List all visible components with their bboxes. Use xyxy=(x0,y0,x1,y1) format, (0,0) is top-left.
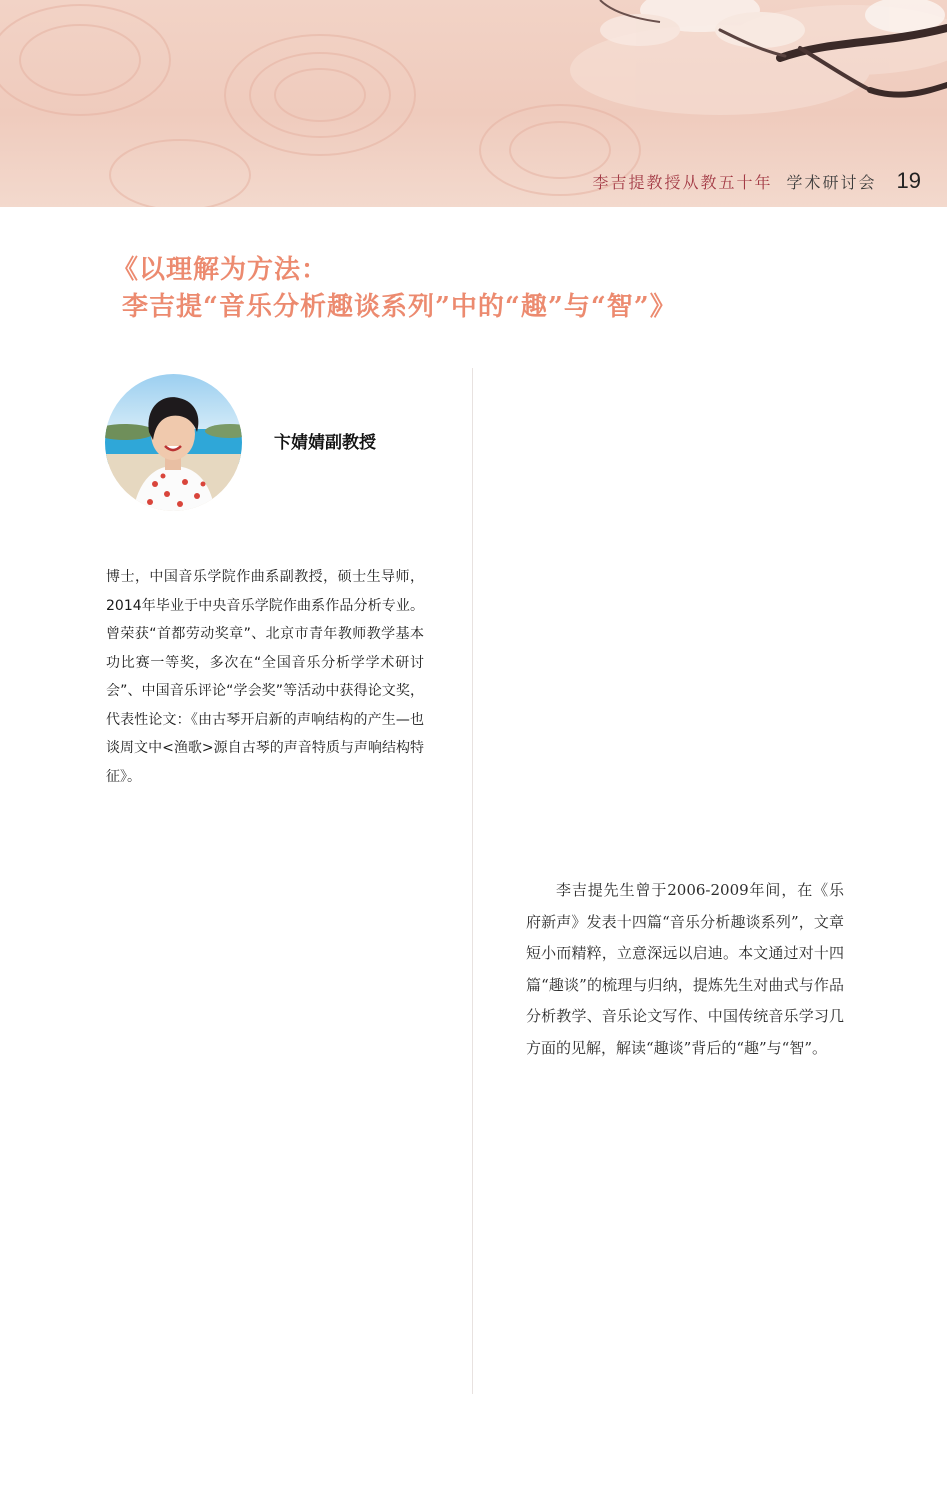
author-photo xyxy=(105,374,242,511)
header-banner xyxy=(0,0,947,207)
author-bio: 博士，中国音乐学院作曲系副教授，硕士生导师，2014年毕业于中央音乐学院作曲系作品分析专业。曾荣获“首都劳动奖章”、北京市青年教师教学基本功比赛一等奖，多次在“全国音乐分析学学术研讨会”、中国音乐评论“学会奖”等活动中获得论文奖，代表性论文：《由古琴开启新的声响结构的产生—也谈周文中<渔歌>源自古琴的声音特质与声响结构特征》。 xyxy=(106,569,424,785)
conference-title: 李吉提教授从教五十年 xyxy=(592,173,773,192)
conference-subtitle: 学术研讨会 xyxy=(786,173,877,192)
portrait-photo-icon xyxy=(105,374,242,511)
article-title-line2: 李吉提“音乐分析趣谈系列”中的“趣”与“智”》 xyxy=(122,292,677,322)
running-header xyxy=(592,168,921,194)
article-title xyxy=(112,252,677,326)
article-abstract: 李吉提先生曾于2006-2009年间，在《乐府新声》发表十四篇“音乐分析趣谈系列”，文章短小而精粹，立意深远以启迪。本文通过对十四篇“趣谈”的梳理与归纳，提炼先生对曲式与作品分析教学、音乐论文写作、中国传统音乐学习几方面的见解，解读“趣谈”背后的“趣”与“智”。 xyxy=(526,881,844,1057)
author-name: 卞婧婧副教授 xyxy=(274,433,376,453)
article-title-line1: 《以理解为方法： xyxy=(112,255,329,285)
page-number: 19 xyxy=(896,168,921,193)
column-divider xyxy=(472,368,473,1394)
